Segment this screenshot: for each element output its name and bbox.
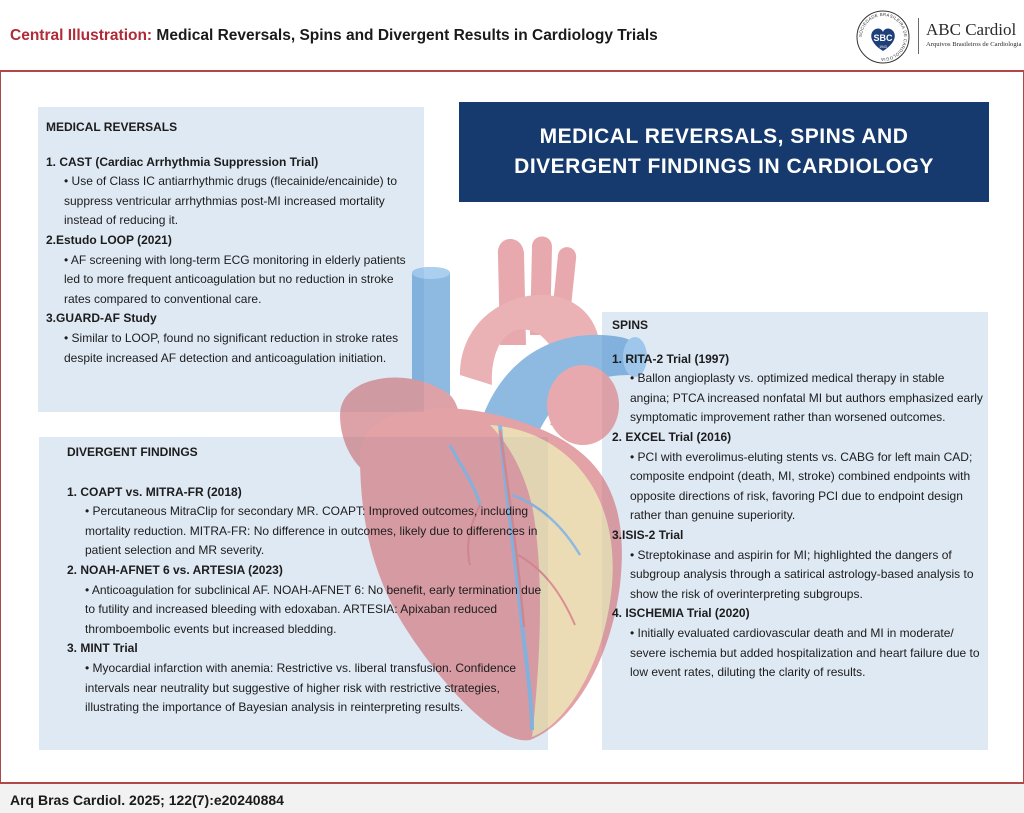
item-title: 2. NOAH-AFNET 6 vs. ARTESIA (2023) bbox=[67, 562, 283, 577]
divergent-findings-heading: DIVERGENT FINDINGS bbox=[67, 445, 198, 459]
item-title: 1. CAST (Cardiac Arrhythmia Suppression Trial) bbox=[46, 154, 319, 169]
item-body: • Myocardial infarction with anemia: Restrictive vs. liberal transfusion. Confidence intervals near neutrality but suggestive of higher risk with restrictive strategies, illustrating the importance of Bayesian analysis in reinterpreting results. bbox=[85, 660, 517, 715]
item-title: 2.Estudo LOOP (2021) bbox=[46, 232, 172, 247]
item-body: • Use of Class IC antiarrhythmic drugs (flecainide/encainide) to suppress ventricular arrhythmias post-MI increased mortality instead of reducing it. bbox=[64, 174, 398, 228]
citation: Arq Bras Cardiol. 2025; 122(7):e20240884 bbox=[10, 792, 284, 808]
list-item bbox=[612, 350, 984, 428]
list-item bbox=[67, 639, 547, 717]
list-item bbox=[612, 604, 984, 682]
header-title-text: Medical Reversals, Spins and Divergent Results in Cardiology Trials bbox=[156, 27, 658, 44]
seal-ring-text: SOCIEDADE BRASILEIRA DE CARDIOLOGIA bbox=[857, 11, 909, 63]
list-item bbox=[46, 153, 422, 231]
abc-cardiol-subtitle: Arquivos Brasileiros de Cardiologia bbox=[926, 41, 1022, 48]
spins-section bbox=[612, 316, 984, 683]
item-title: 1. COAPT vs. MITRA-FR (2018) bbox=[67, 484, 242, 499]
list-item bbox=[67, 561, 547, 639]
sbc-seal-logo bbox=[856, 10, 910, 64]
item-title: 3.ISIS-2 Trial bbox=[612, 527, 684, 542]
item-body: • PCI with everolimus-eluting stents vs. CABG for left main CAD; composite endpoint (death, MI, stroke) combined endpoints with opposite directions of risk, favoring PCI due to endpoint design rather than genuine superiority. bbox=[630, 449, 973, 523]
item-body: • Anticoagulation for subclinical AF. NOAH-AFNET 6: No benefit, early termination due to futility and increased bleeding with edoxaban. ARTESIA: Apixaban reduced thromboembolic events but increased bledding. bbox=[85, 582, 542, 636]
list-item bbox=[46, 309, 422, 368]
item-title: 3. MINT Trial bbox=[67, 641, 138, 656]
seal-year: 1943 bbox=[879, 45, 887, 49]
list-item bbox=[46, 231, 422, 309]
header-title bbox=[10, 27, 658, 45]
item-body: • Ballon angioplasty vs. optimized medical therapy in stable angina; PTCA increased nonfatal MI but authors emphasized early symptomatic improvement rather than worsened outcomes. bbox=[630, 371, 983, 425]
medical-reversals-heading: MEDICAL REVERSALS bbox=[46, 120, 178, 134]
logo-divider bbox=[918, 18, 919, 54]
medical-reversals-section bbox=[46, 118, 422, 368]
item-body: • Similar to LOOP, found no significant reduction in stroke rates despite increased AF detection and anticoagulation initiation. bbox=[64, 330, 399, 365]
item-body: • Percutaneous MitraClip for secondary MR. COAPT: Improved outcomes, including mortality reduction. MITRA-FR: No difference in outcomes, likely due to differences in patient selection and MR severity. bbox=[85, 504, 538, 558]
list-item bbox=[67, 483, 547, 561]
item-body: • Initially evaluated cardiovascular death and MI in moderate/ severe ischemia but added hospitalization and heart failure due to low event rates, diluting the clarity of results. bbox=[630, 625, 980, 680]
footer bbox=[0, 782, 1024, 813]
divergent-findings-section bbox=[67, 443, 547, 718]
item-title: 1. RITA-2 Trial (1997) bbox=[612, 351, 730, 366]
main-title: MEDICAL REVERSALS, SPINS AND DIVERGENT FINDINGS IN CARDIOLOGY bbox=[459, 102, 989, 202]
list-item bbox=[612, 526, 984, 604]
item-title: 4. ISCHEMIA Trial (2020) bbox=[612, 606, 750, 621]
header-title-prefix: Central Illustration: bbox=[10, 27, 153, 44]
spins-heading: SPINS bbox=[612, 318, 649, 332]
seal-text: SBC bbox=[873, 33, 893, 43]
list-item bbox=[612, 428, 984, 526]
item-title: 2. EXCEL Trial (2016) bbox=[612, 429, 732, 444]
header bbox=[0, 0, 1024, 72]
item-title: 3.GUARD-AF Study bbox=[46, 311, 157, 326]
abc-cardiol-logo: ABC Cardiol bbox=[926, 20, 1017, 39]
item-body: • AF screening with long-term ECG monitoring in elderly patients led to more frequent anticoagulation but no reduction in stroke rates compared to conventional care. bbox=[64, 252, 406, 306]
item-body: • Streptokinase and aspirin for MI; highlighted the dangers of subgroup analysis through a satirical astrology-based analysis to show the risk of overinterpreting subgroups. bbox=[630, 547, 974, 601]
